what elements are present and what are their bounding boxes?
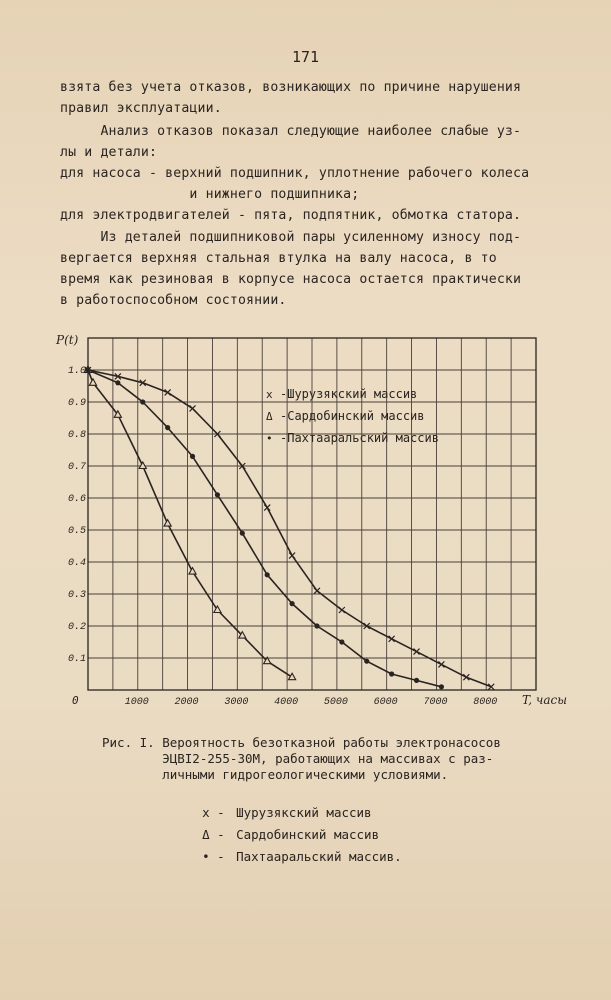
- text-line: лы и детали:: [60, 145, 158, 160]
- legend-marker: Δ: [266, 410, 273, 423]
- data-point-triangle: [164, 520, 171, 527]
- x-tick-label: 5000: [323, 697, 348, 708]
- data-point-triangle: [89, 379, 96, 386]
- data-point-dot: [414, 678, 419, 683]
- data-point-dot: [190, 454, 195, 459]
- data-point-cross: [414, 649, 420, 655]
- data-point-dot: [140, 399, 145, 404]
- data-point-cross: [339, 607, 345, 613]
- legend-marker: •: [266, 432, 273, 445]
- text-line: для насоса - верхний подшипник, уплотнение рабочего колеса: [60, 166, 530, 181]
- y-tick-label: 0.1: [68, 654, 87, 665]
- data-point-dot: [165, 425, 170, 430]
- text-line: и нижнего подшипника;: [60, 187, 360, 202]
- y-tick-label: 0.6: [68, 494, 87, 505]
- x-tick-label: 2000: [174, 697, 199, 708]
- data-point-dot: [240, 531, 245, 536]
- text-line: для электродвигателей - пята, подпятник, обмотка статора.: [60, 208, 522, 223]
- text-line: взята без учета отказов, возникающих по причине нарушения: [60, 80, 522, 95]
- caption-legend-item: [172, 834, 402, 879]
- data-point-dot: [85, 367, 90, 372]
- caption-line: Рис. I. Вероятность безотказной работы электронасосов: [102, 735, 501, 750]
- data-point-triangle: [139, 462, 146, 469]
- cross-marker-icon: x -: [202, 805, 225, 820]
- triangle-marker-icon: Δ -: [202, 827, 225, 842]
- caption-line: ЭЦВI2-255-30М, работающих на массивах с раз-: [102, 751, 494, 766]
- y-tick-label: 0.2: [68, 622, 87, 633]
- y-tick-label: 0.9: [68, 398, 87, 409]
- data-point-cross: [389, 636, 395, 642]
- data-point-dot: [364, 659, 369, 664]
- x-tick-label: 4000: [274, 697, 299, 708]
- data-point-cross: [314, 588, 320, 594]
- data-point-dot: [215, 492, 220, 497]
- x-axis-label: T, часы: [522, 693, 567, 707]
- data-point-dot: [115, 380, 120, 385]
- data-point-cross: [190, 405, 196, 411]
- origin-label: 0: [72, 694, 79, 707]
- text-line: время как резиновая в корпусе насоса остается практически: [60, 272, 522, 287]
- legend-label: -Сардобинский массив: [280, 409, 425, 423]
- data-point-dot: [314, 623, 319, 628]
- text-line: Анализ отказов показал следующие наиболее слабые уз-: [60, 124, 522, 139]
- data-point-dot: [265, 572, 270, 577]
- chart-legend: [266, 387, 439, 445]
- data-point-dot: [389, 671, 394, 676]
- data-point-dot: [339, 639, 344, 644]
- reliability-chart: [50, 322, 567, 722]
- caption-legend-label: Шурузякский массив: [236, 805, 372, 820]
- x-tick-label: 8000: [473, 697, 498, 708]
- legend-label: -Шурузякский массив: [280, 387, 418, 401]
- text-line: в работоспособном состоянии.: [60, 293, 287, 308]
- text-line: Из деталей подшипниковой пары усиленному износу под-: [60, 230, 522, 245]
- data-point-cross: [289, 553, 295, 559]
- x-tick-label: 6000: [373, 697, 398, 708]
- y-tick-label: 0.7: [68, 462, 87, 473]
- dot-marker-icon: • -: [202, 849, 225, 864]
- caption-legend-label: Пахтааральский массив.: [236, 849, 402, 864]
- data-point-cross: [264, 505, 270, 511]
- y-axis-label: P(t): [56, 333, 79, 347]
- y-tick-label: 1.0: [68, 366, 87, 377]
- x-tick-label: 1000: [124, 697, 149, 708]
- y-tick-label: 0.3: [68, 590, 87, 601]
- page-number: 171: [291, 48, 320, 66]
- y-tick-label: 0.4: [68, 558, 87, 569]
- caption-legend-label: Сардобинский массив: [236, 827, 380, 842]
- y-tick-label: 0.8: [68, 430, 87, 441]
- data-point-cross: [438, 661, 444, 667]
- data-point-triangle: [189, 568, 196, 575]
- y-tick-label: 0.5: [68, 526, 87, 537]
- text-line: правил эксплуатации.: [60, 101, 222, 116]
- text-line: вергается верхняя стальная втулка на валу насоса, в то: [60, 251, 497, 266]
- x-tick-label: 7000: [423, 697, 448, 708]
- caption-line: личными гидрогеологическими условиями.: [102, 767, 449, 782]
- x-tick-label: 3000: [224, 697, 249, 708]
- data-point-dot: [289, 601, 294, 606]
- data-point-dot: [439, 684, 444, 689]
- legend-label: -Пахтааральский массив: [280, 431, 439, 445]
- legend-marker: x: [266, 388, 273, 401]
